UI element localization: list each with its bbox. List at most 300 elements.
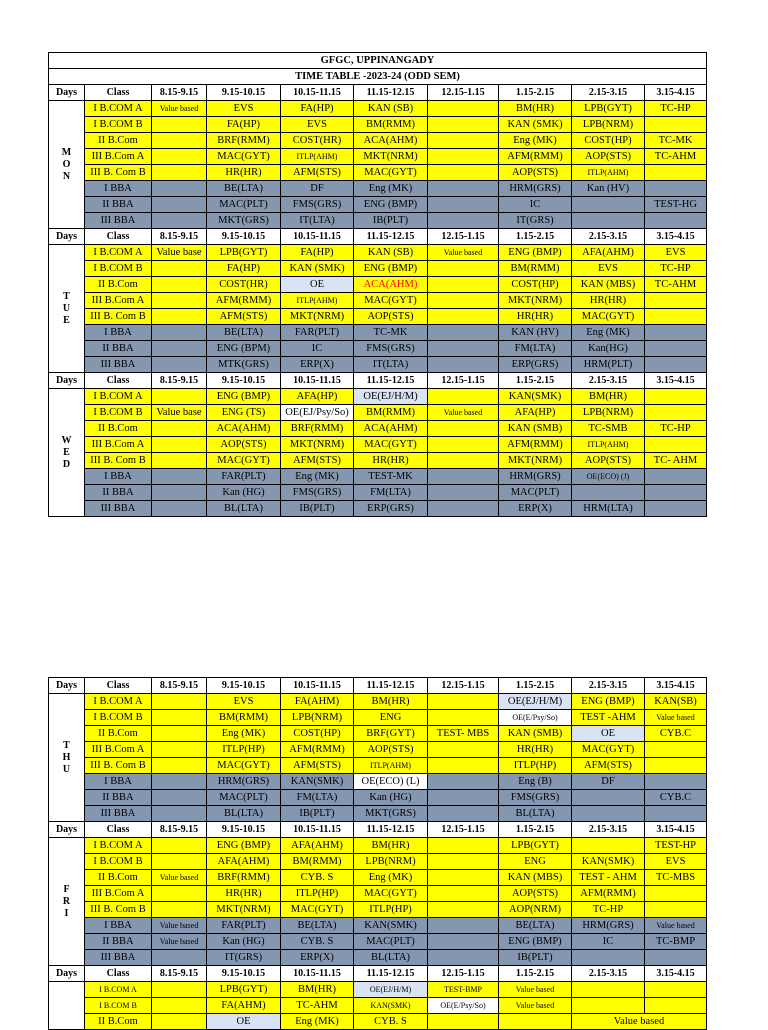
table-row <box>49 742 707 758</box>
period-cell <box>152 710 207 726</box>
table-row <box>49 710 707 726</box>
period-cell <box>152 485 207 501</box>
period-cell: IC <box>572 934 645 950</box>
column-header: 10.15-11.15 <box>281 85 354 101</box>
period-cell <box>428 181 499 197</box>
period-cell: TC-MBS <box>645 870 707 886</box>
period-cell: AFM(STS) <box>281 453 354 469</box>
period-cell: MAC(GYT) <box>354 437 428 453</box>
period-cell <box>645 357 707 373</box>
period-cell: Eng (MK) <box>207 726 281 742</box>
period-cell <box>645 742 707 758</box>
period-cell: MAC(GYT) <box>572 309 645 325</box>
column-header: 12.15-1.15 <box>428 678 499 694</box>
table-row <box>49 277 707 293</box>
column-header: 12.15-1.15 <box>428 85 499 101</box>
period-cell: FA(AHM) <box>207 998 281 1014</box>
period-cell: AFA(AHM) <box>572 245 645 261</box>
period-cell: AFM(RMM) <box>281 742 354 758</box>
class-name: I B.COM A <box>85 982 152 998</box>
period-cell: FAR(PLT) <box>207 918 281 934</box>
period-cell: LPB(NRM) <box>572 117 645 133</box>
period-cell <box>428 854 499 870</box>
period-cell <box>572 838 645 854</box>
day-label: T H U <box>49 694 85 822</box>
period-cell: TEST -AHM <box>572 710 645 726</box>
period-cell: ERP(GRS) <box>499 357 572 373</box>
column-header: 8.15-9.15 <box>152 85 207 101</box>
period-cell: BM(RMM) <box>281 854 354 870</box>
period-cell <box>645 774 707 790</box>
period-cell: ITLP(HP) <box>281 886 354 902</box>
class-name: II B.Com <box>85 277 152 293</box>
period-cell: DF <box>572 774 645 790</box>
period-cell: FA(HP) <box>207 261 281 277</box>
class-name: III B. Com B <box>85 165 152 181</box>
period-cell: OE(ECO) (L) <box>354 774 428 790</box>
period-cell: ENG <box>499 854 572 870</box>
period-cell: KAN(SMK) <box>354 918 428 934</box>
period-cell: ENG (BMP) <box>354 261 428 277</box>
period-cell <box>428 902 499 918</box>
period-cell: BE(LTA) <box>207 181 281 197</box>
table-row <box>49 437 707 453</box>
class-name: I B.COM B <box>85 117 152 133</box>
column-header: 2.15-3.15 <box>572 678 645 694</box>
period-cell: AFA(AHM) <box>281 838 354 854</box>
period-cell <box>645 309 707 325</box>
column-header: 10.15-11.15 <box>281 678 354 694</box>
period-cell: ITLP(AHM) <box>354 758 428 774</box>
table-row <box>49 902 707 918</box>
period-cell <box>645 902 707 918</box>
period-cell: AOP(STS) <box>499 886 572 902</box>
period-cell <box>428 453 499 469</box>
period-cell <box>152 838 207 854</box>
period-cell: AOP(STS) <box>572 149 645 165</box>
period-cell: FMS(GRS) <box>281 485 354 501</box>
column-header: 11.15-12.15 <box>354 373 428 389</box>
column-header: 1.15-2.15 <box>499 966 572 982</box>
period-cell <box>428 277 499 293</box>
period-cell: OE <box>207 1014 281 1030</box>
period-cell <box>572 950 645 966</box>
period-cell <box>152 886 207 902</box>
period-cell: EVS <box>207 694 281 710</box>
period-cell <box>152 742 207 758</box>
period-cell <box>645 117 707 133</box>
period-cell <box>428 293 499 309</box>
class-name: II BBA <box>85 790 152 806</box>
column-header: 1.15-2.15 <box>499 822 572 838</box>
period-cell: Value based <box>645 918 707 934</box>
period-cell: TC-AHM <box>645 149 707 165</box>
period-cell <box>428 710 499 726</box>
class-name: I B.COM B <box>85 261 152 277</box>
period-cell: Value base <box>152 405 207 421</box>
period-cell: EVS <box>207 101 281 117</box>
period-cell <box>152 309 207 325</box>
class-name: III B.Com A <box>85 886 152 902</box>
period-cell <box>645 389 707 405</box>
table-row <box>49 213 707 229</box>
period-cell: AFM(RMM) <box>572 886 645 902</box>
table-row <box>49 838 707 854</box>
period-cell <box>428 261 499 277</box>
period-cell <box>645 341 707 357</box>
period-cell: KAN (MBS) <box>572 277 645 293</box>
class-name: I BBA <box>85 181 152 197</box>
period-cell <box>152 950 207 966</box>
period-cell: HRM(GRS) <box>207 774 281 790</box>
period-cell: AFM(STS) <box>281 758 354 774</box>
column-header: 11.15-12.15 <box>354 229 428 245</box>
period-cell: LPB(GYT) <box>207 245 281 261</box>
table-row <box>49 982 707 998</box>
table-row <box>49 886 707 902</box>
column-header: 10.15-11.15 <box>281 966 354 982</box>
period-cell: HRM(GRS) <box>499 469 572 485</box>
period-cell: KAN(SB) <box>645 694 707 710</box>
period-cell <box>152 117 207 133</box>
period-cell: OE <box>281 277 354 293</box>
column-header-row <box>49 85 707 101</box>
period-cell <box>152 469 207 485</box>
period-cell: HR(HR) <box>499 309 572 325</box>
period-cell: CYB.C <box>645 726 707 742</box>
table-row <box>49 197 707 213</box>
period-cell <box>428 133 499 149</box>
period-cell: FA(HP) <box>207 117 281 133</box>
period-cell <box>428 341 499 357</box>
period-cell <box>645 485 707 501</box>
period-cell: ENG (BMP) <box>207 838 281 854</box>
class-name: III BBA <box>85 213 152 229</box>
class-name: III B. Com B <box>85 453 152 469</box>
class-name: II B.Com <box>85 1014 152 1030</box>
period-cell: TC-HP <box>572 902 645 918</box>
period-cell: MKT(NRM) <box>207 902 281 918</box>
period-cell: BRF(GYT) <box>354 726 428 742</box>
day-label: T U E <box>49 245 85 373</box>
period-cell: OE(E/Psy/So) <box>499 710 572 726</box>
period-cell: HRM(LTA) <box>572 501 645 517</box>
period-cell: KAN(SMK) <box>281 774 354 790</box>
table-row <box>49 165 707 181</box>
period-cell: COST(HP) <box>281 726 354 742</box>
column-header: 11.15-12.15 <box>354 85 428 101</box>
table-row <box>49 101 707 117</box>
table-row <box>49 806 707 822</box>
period-cell: COST(HR) <box>281 133 354 149</box>
period-cell: TC-MK <box>645 133 707 149</box>
column-header: 9.15-10.15 <box>207 229 281 245</box>
period-cell <box>428 389 499 405</box>
period-cell: ITLP(AHM) <box>281 149 354 165</box>
day-label: W E D <box>49 389 85 517</box>
period-cell: MKT(NRM) <box>499 293 572 309</box>
period-cell <box>428 165 499 181</box>
period-cell: TC-MK <box>354 325 428 341</box>
period-cell: FA(HP) <box>281 101 354 117</box>
period-cell: KAN (SB) <box>354 245 428 261</box>
class-name: I B.COM B <box>85 998 152 1014</box>
column-header: 2.15-3.15 <box>572 85 645 101</box>
period-cell: FMS(GRS) <box>281 197 354 213</box>
period-cell <box>428 790 499 806</box>
column-header: 3.15-4.15 <box>645 822 707 838</box>
period-cell <box>428 950 499 966</box>
period-cell: TC-AHM <box>645 277 707 293</box>
period-cell: KAN (SMK) <box>499 117 572 133</box>
period-cell: HR(HR) <box>572 293 645 309</box>
period-cell <box>152 790 207 806</box>
period-cell: MKT(GRS) <box>354 806 428 822</box>
table-row <box>49 133 707 149</box>
class-name: I BBA <box>85 774 152 790</box>
class-name: II B.Com <box>85 726 152 742</box>
period-cell: BE(LTA) <box>281 918 354 934</box>
period-cell: EVS <box>281 117 354 133</box>
period-cell: TEST- MBS <box>428 726 499 742</box>
period-cell: BM(HR) <box>499 101 572 117</box>
period-cell <box>428 325 499 341</box>
period-cell <box>428 469 499 485</box>
period-cell: Kan(HG) <box>572 341 645 357</box>
class-name: III B.Com A <box>85 149 152 165</box>
column-header: 12.15-1.15 <box>428 373 499 389</box>
column-header-row <box>49 966 707 982</box>
period-cell: Eng (MK) <box>499 133 572 149</box>
class-name: I B.COM B <box>85 710 152 726</box>
period-cell: ENG (BPM) <box>207 341 281 357</box>
class-name: I BBA <box>85 325 152 341</box>
period-cell: EVS <box>572 261 645 277</box>
period-cell <box>428 501 499 517</box>
class-name: III B.Com A <box>85 293 152 309</box>
period-cell: ERP(X) <box>281 357 354 373</box>
period-cell <box>152 181 207 197</box>
day-label: M O N <box>49 101 85 229</box>
period-cell: BM(HR) <box>572 389 645 405</box>
column-header: 11.15-12.15 <box>354 822 428 838</box>
column-header-row <box>49 229 707 245</box>
period-cell <box>152 149 207 165</box>
period-cell: MAC(PLT) <box>499 485 572 501</box>
period-cell: Eng (MK) <box>572 325 645 341</box>
period-cell: HR(HR) <box>354 453 428 469</box>
column-header: Class <box>85 822 152 838</box>
period-cell <box>428 197 499 213</box>
period-cell: IT(LTA) <box>354 357 428 373</box>
period-cell: ACA(AHM) <box>354 133 428 149</box>
period-cell: KAN (SMB) <box>499 726 572 742</box>
timetable-subtitle: TIME TABLE -2023-24 (ODD SEM) <box>49 69 707 85</box>
class-name: I B.COM A <box>85 245 152 261</box>
table-row <box>49 357 707 373</box>
period-cell: FAR(PLT) <box>281 325 354 341</box>
table-row <box>49 918 707 934</box>
period-cell <box>572 998 645 1014</box>
period-cell: Value based <box>645 710 707 726</box>
column-header: 9.15-10.15 <box>207 373 281 389</box>
period-cell: FA(HP) <box>281 245 354 261</box>
period-cell: AOP(STS) <box>354 742 428 758</box>
column-header: Days <box>49 229 85 245</box>
period-cell: Kan (HG) <box>354 790 428 806</box>
period-cell <box>152 421 207 437</box>
period-cell: ITLP(HP) <box>207 742 281 758</box>
period-cell: OE <box>572 726 645 742</box>
period-cell: COST(HP) <box>572 133 645 149</box>
class-name: III B. Com B <box>85 758 152 774</box>
period-cell <box>428 149 499 165</box>
day-label <box>49 982 85 1030</box>
period-cell: BM(HR) <box>354 838 428 854</box>
period-cell <box>152 774 207 790</box>
table-row <box>49 261 707 277</box>
period-cell <box>428 870 499 886</box>
column-header: Class <box>85 373 152 389</box>
period-cell: MKT(NRM) <box>281 437 354 453</box>
period-cell: TC-HP <box>645 261 707 277</box>
period-cell: Eng (MK) <box>281 469 354 485</box>
column-header: Class <box>85 85 152 101</box>
period-cell: BM(RMM) <box>354 405 428 421</box>
class-name: II BBA <box>85 197 152 213</box>
table-row <box>49 485 707 501</box>
period-cell: OE(E/Psy/So) <box>428 998 499 1014</box>
period-cell: BRF(RMM) <box>281 421 354 437</box>
column-header: Class <box>85 678 152 694</box>
period-cell <box>572 213 645 229</box>
period-cell: IT(GRS) <box>499 213 572 229</box>
class-name: I B.COM B <box>85 854 152 870</box>
period-cell: BM(RMM) <box>499 261 572 277</box>
period-cell: ACA(AHM) <box>354 421 428 437</box>
period-cell: AOP(STS) <box>354 309 428 325</box>
period-cell: TEST - AHM <box>572 870 645 886</box>
column-header: 11.15-12.15 <box>354 678 428 694</box>
column-header: 8.15-9.15 <box>152 373 207 389</box>
period-cell: Value based <box>152 918 207 934</box>
class-name: III B. Com B <box>85 902 152 918</box>
period-cell <box>428 1014 499 1030</box>
column-header: 2.15-3.15 <box>572 373 645 389</box>
column-header: 10.15-11.15 <box>281 373 354 389</box>
period-cell <box>152 854 207 870</box>
table-row <box>49 405 707 421</box>
period-cell <box>428 934 499 950</box>
period-cell: IB(PLT) <box>281 806 354 822</box>
period-cell: AFM(STS) <box>207 309 281 325</box>
period-cell: LPB(NRM) <box>572 405 645 421</box>
period-cell: BRF(RMM) <box>207 133 281 149</box>
class-name: I B.COM A <box>85 389 152 405</box>
period-cell: KAN (SMB) <box>499 421 572 437</box>
period-cell: TC-BMP <box>645 934 707 950</box>
period-cell: FM(LTA) <box>354 485 428 501</box>
period-cell: IT(LTA) <box>281 213 354 229</box>
column-header: 8.15-9.15 <box>152 966 207 982</box>
period-cell: AFA(HP) <box>281 389 354 405</box>
period-cell <box>428 437 499 453</box>
period-cell: Eng (MK) <box>354 870 428 886</box>
period-cell <box>428 485 499 501</box>
period-cell <box>152 726 207 742</box>
period-cell: Value based <box>152 870 207 886</box>
period-cell: ACA(AHM) <box>354 277 428 293</box>
period-cell: MAC(PLT) <box>207 197 281 213</box>
college-title: GFGC, UPPINANGADY <box>49 53 707 69</box>
period-cell: OE(EJ/H/M) <box>354 982 428 998</box>
table-row <box>49 341 707 357</box>
period-cell <box>152 437 207 453</box>
class-name: III BBA <box>85 950 152 966</box>
period-cell: TC- AHM <box>645 453 707 469</box>
table-row <box>49 998 707 1014</box>
period-cell: LPB(NRM) <box>354 854 428 870</box>
column-header: 3.15-4.15 <box>645 85 707 101</box>
period-cell: Value based <box>572 1014 707 1030</box>
class-name: III BBA <box>85 501 152 517</box>
period-cell: KAN (HV) <box>499 325 572 341</box>
period-cell: BM(RMM) <box>354 117 428 133</box>
class-name: III BBA <box>85 806 152 822</box>
table-row <box>49 774 707 790</box>
class-name: III B.Com A <box>85 742 152 758</box>
period-cell <box>645 165 707 181</box>
period-cell: BL(LTA) <box>499 806 572 822</box>
period-cell <box>645 886 707 902</box>
period-cell <box>152 293 207 309</box>
period-cell: BM(RMM) <box>207 710 281 726</box>
period-cell <box>645 501 707 517</box>
period-cell: KAN(SMK) <box>572 854 645 870</box>
column-header: Class <box>85 229 152 245</box>
period-cell: BL(LTA) <box>207 501 281 517</box>
period-cell: BM(HR) <box>281 982 354 998</box>
period-cell: MAC(GYT) <box>281 902 354 918</box>
period-cell: FM(LTA) <box>281 790 354 806</box>
table-row <box>49 1014 707 1030</box>
period-cell: MAC(GYT) <box>207 453 281 469</box>
period-cell <box>428 886 499 902</box>
period-cell: ACA(AHM) <box>207 421 281 437</box>
class-name: II BBA <box>85 485 152 501</box>
table-row <box>49 950 707 966</box>
period-cell <box>152 277 207 293</box>
table-row <box>49 870 707 886</box>
column-header: 10.15-11.15 <box>281 229 354 245</box>
period-cell: ENG (BMP) <box>207 389 281 405</box>
class-name: I B.COM A <box>85 694 152 710</box>
period-cell: BL(LTA) <box>354 950 428 966</box>
column-header: 2.15-3.15 <box>572 822 645 838</box>
period-cell: TEST-MK <box>354 469 428 485</box>
column-header: 9.15-10.15 <box>207 678 281 694</box>
period-cell <box>428 357 499 373</box>
column-header: 1.15-2.15 <box>499 85 572 101</box>
table-row <box>49 501 707 517</box>
period-cell: OE(EJ/H/M) <box>354 389 428 405</box>
period-cell: MAC(GYT) <box>572 742 645 758</box>
period-cell: BE(LTA) <box>499 918 572 934</box>
column-header: 1.15-2.15 <box>499 678 572 694</box>
table-row <box>49 790 707 806</box>
table-row <box>49 325 707 341</box>
table-row <box>49 934 707 950</box>
